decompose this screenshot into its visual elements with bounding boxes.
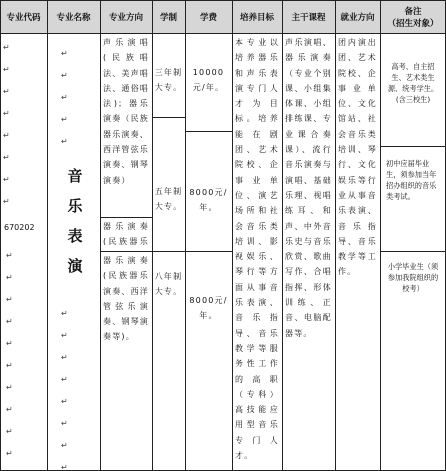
header-code-label: 专业代码 (6, 12, 41, 23)
header-remark (380, 0, 446, 33)
rule-col-6 (282, 0, 283, 471)
rule-col-1 (47, 0, 48, 471)
rule-col-3 (152, 0, 153, 471)
rule-col-7 (335, 0, 336, 471)
header-courses-label: 主干课程 (291, 12, 326, 23)
direction-cell-3 (100, 251, 152, 471)
program-name-cell (47, 33, 100, 471)
tuition-cell-1 (185, 33, 232, 131)
name-marks-bottom: ↵ ↵ ↵ ↵ ↵ ↵ ↵ ↵ (61, 309, 68, 471)
program-code: 670202 (4, 223, 35, 232)
program-code-cell (0, 33, 47, 471)
remark-text-1: 高考、自主招生、艺术类生源、统考学生。(含三校生) (387, 62, 439, 104)
rule-remark-1 (380, 146, 446, 147)
rule-remark-2 (380, 251, 446, 252)
remark-cell-1 (380, 33, 446, 146)
paragraph-marks-lower: ↵ ↵ ↵ ↵ ↵ ↵ ↵ ↵ ↵ ↵ (6, 251, 13, 458)
employment-text: 团内演出团、艺术院校、企事业单位、文化馆站、社会音乐类培训、琴行、文化娱乐等行业从事音乐表演、音乐指导、音乐教学等工作。 (338, 38, 377, 277)
header-tuition (185, 0, 232, 33)
name-marks-top: ↵ ↵ ↵ ↵ ↵ (61, 49, 68, 146)
duration-text-1: 三年制大专。 (154, 68, 183, 93)
direction-text-2: 器乐演奏(民族器乐 (103, 222, 149, 247)
rule-col-4 (185, 0, 186, 471)
tuition-text-3: 8000元/年。 (189, 296, 228, 321)
courses-cell (282, 33, 335, 471)
rule-direction-2 (100, 251, 232, 252)
direction-cell-1 (100, 33, 152, 217)
remark-cell-2 (380, 146, 446, 251)
header-direction (100, 0, 152, 33)
employment-cell (335, 33, 380, 471)
header-employment-label: 就业方向 (340, 12, 375, 23)
remark-text-2: 初中应届毕业生，须参加当年招办组织的音乐类考试。 (386, 159, 437, 201)
program-name (55, 161, 95, 281)
paragraph-marks: ↵ ↵ ↵ ↵ ↵ ↵ ↵ ↵ (3, 43, 10, 206)
rule-col-5 (232, 0, 233, 471)
tuition-text-2: 8000元/年。 (189, 188, 228, 213)
program-name-char-2: 乐 (67, 197, 83, 215)
program-name-char-4: 演 (67, 257, 83, 275)
remark-text-3: 小学毕业生（须参加我院组织的校考） (387, 262, 439, 293)
rule-tuition-1 (185, 131, 232, 132)
header-employment (335, 0, 380, 33)
program-name-char-1: 音 (67, 167, 83, 185)
header-name-label: 专业名称 (56, 12, 91, 23)
duration-text-2: 五年制大专。 (154, 187, 183, 212)
rule-duration-1 (152, 117, 185, 118)
header-name (47, 0, 100, 33)
header-duration-label: 学制 (159, 12, 177, 23)
header-tuition-label: 学费 (199, 12, 217, 23)
goal-text: 本专业以培养器乐和声乐表演专门人才为目标。培养能在剧团、艺术院校、企事业单位、演艺场所和社会音乐类培训、影视娱乐、琴行等方面从事音乐表演、音乐指导、音乐教学等服务性工作的高职（专科）高技能应用型音乐专门人才。 (235, 38, 279, 461)
header-code (0, 0, 47, 33)
goal-cell (232, 33, 282, 471)
program-name-char-3: 表 (67, 227, 83, 245)
tuition-cell-3 (185, 251, 232, 471)
header-courses (282, 0, 335, 33)
header-goal (232, 0, 282, 33)
tuition-text-1: 10000元/年。 (192, 68, 225, 93)
courses-text: 声乐演唱、器乐演奏（专业个别课、小组集体课、小组排练课、专业课合奏课）、流行音乐演奏与演唱、基础乐理、视唱练耳、和声、中外音乐史与音乐欣赏、歌曲写作、合唱指挥、形体训练、正音、电脑配器等。 (285, 38, 332, 338)
duration-cell-3 (152, 251, 185, 471)
direction-text-1: 声乐演唱(民族唱法、美声唱法、通俗唱法)；器乐演奏（民族器乐演奏、西洋管弦乐演奏、钢琴演奏） (103, 38, 149, 185)
header-duration (152, 0, 185, 33)
header-direction-label: 专业方向 (108, 12, 143, 23)
duration-cell-2-text (152, 184, 185, 224)
rule-col-8 (380, 0, 381, 471)
header-remark-title: 备注 (404, 6, 422, 17)
rule-left (0, 0, 1, 471)
rule-col-2 (100, 0, 101, 471)
remark-cell-3 (380, 251, 446, 471)
header-goal-label: 培养目标 (239, 12, 274, 23)
direction-cell-2 (100, 217, 152, 251)
rule-direction-1 (100, 217, 152, 218)
tuition-cell-2 (185, 131, 232, 251)
header-remark-sub: （招生对象） (387, 18, 439, 29)
duration-text-3: 八年制大专。 (154, 272, 183, 297)
direction-text-3: 器乐演奏(民族器乐演奏、西洋管弦乐演奏、钢琴演奏等)。 (103, 256, 149, 342)
